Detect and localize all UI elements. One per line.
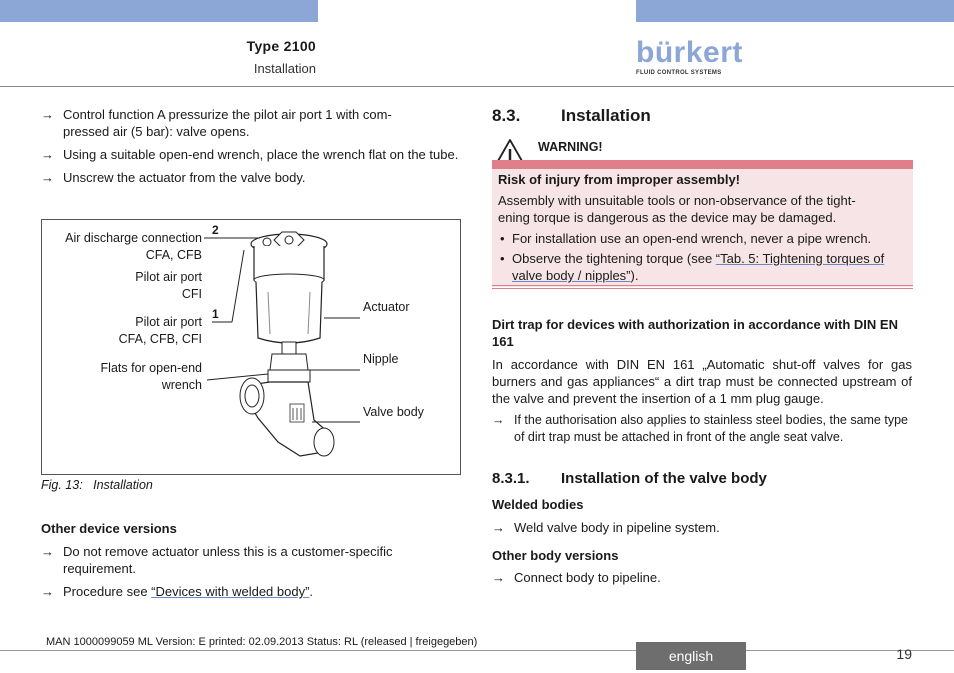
label-actuator: Actuator [363, 300, 410, 314]
logo-tagline: FLUID CONTROL SYSTEMS [636, 70, 722, 76]
label-valve-body: Valve body [363, 405, 424, 419]
footer-divider [0, 650, 954, 651]
step-text-prefix: Procedure see [63, 584, 152, 599]
step-item [41, 169, 461, 186]
warning-bar [492, 160, 913, 169]
port-number-1: 1 [212, 307, 219, 321]
step-text: Control function A pressurize the pilot air port 1 with com- pressed air (5 bar): valve opens. [63, 107, 392, 139]
other-body-steps [492, 569, 912, 592]
step-item [41, 543, 461, 577]
welded-steps [492, 519, 912, 542]
arrow-icon: → [41, 170, 54, 185]
arrow-icon: → [492, 520, 505, 535]
arrow-icon: → [41, 544, 54, 559]
removal-steps [41, 106, 461, 192]
page-number: 19 [896, 646, 912, 662]
subsection-number: 8.3.1. [492, 470, 530, 487]
port-number-2: 2 [212, 223, 219, 237]
other-body-versions-heading: Other body versions [492, 548, 619, 563]
step-text: Weld valve body in pipeline system. [514, 520, 720, 535]
other-device-versions-heading: Other device versions [41, 521, 177, 536]
label-nipple: Nipple [363, 352, 399, 366]
dirt-trap-heading: Dirt trap for devices with authorization in accordance with DIN EN 161 [492, 317, 898, 349]
dirt-trap-steps [492, 412, 912, 452]
burkert-logo [636, 36, 743, 76]
label-flats-wrench: Flats for open-end wrench [100, 361, 202, 392]
arrow-icon: → [492, 570, 505, 585]
tightening-torques-link[interactable]: “Tab. 5: Tightening torques of valve body / nipples” [512, 251, 885, 283]
welded-bodies-heading: Welded bodies [492, 497, 584, 512]
warning-headline: Risk of injury from improper assembly! [498, 172, 741, 187]
step-item [492, 569, 912, 586]
section-title: Installation [561, 106, 651, 125]
step-text: Connect body to pipeline. [514, 570, 661, 585]
warning-bottom-rule [492, 285, 913, 289]
logo-wordmark: bürkert [636, 36, 743, 69]
warning-bullet-prefix: Observe the tightening torque (see [512, 251, 716, 266]
header-bar-left [0, 0, 318, 22]
header-bar-right [636, 0, 954, 22]
step-item [41, 146, 461, 163]
step-text: Unscrew the actuator from the valve body. [63, 170, 306, 185]
warning-bullet-text: For installation use an open-end wrench, never a pipe wrench. [512, 231, 872, 246]
warning-bullet-suffix: ). [630, 268, 639, 283]
warning-bullet [498, 230, 907, 247]
warning-text: Assembly with unsuitable tools or non-observance of the tight- ening torque is dangerous as the device may be damaged. [498, 193, 856, 225]
step-text-suffix: . [309, 584, 314, 599]
step-item [41, 583, 461, 600]
label-pilot-air-port-cfa: Pilot air port CFA, CFB, CFI [118, 315, 202, 346]
warning-bullet [498, 250, 907, 284]
step-item [41, 106, 461, 140]
figure-caption: Fig. 13: Installation [41, 478, 153, 492]
warning-title: WARNING! [538, 140, 603, 154]
welded-body-link[interactable]: “Devices with welded body” [151, 584, 310, 599]
document-type-title: Type 2100 [246, 38, 316, 54]
step-text: Using a suitable open-end wrench, place the wrench flat on the tube. [63, 147, 459, 162]
step-text: Do not remove actuator unless this is a customer-specific requirement. [63, 544, 393, 576]
subsection-title: Installation of the valve body [561, 470, 767, 487]
label-pilot-air-port-cfi: Pilot air port CFI [135, 270, 202, 301]
dirt-trap-text: In accordance with DIN EN 161 „Automatic shut-off valves for gas burners and gas appliances“ a dirt trap must be connected upstream of the valve and prevent the insertion of a 1 mm plug gauge. [492, 357, 912, 406]
arrow-icon: → [41, 584, 54, 599]
installation-figure [41, 219, 461, 475]
footer-document-info: MAN 1000099059 ML Version: E printed: 02.09.2013 Status: RL (released | freigegeben) [46, 636, 478, 648]
arrow-icon: → [41, 147, 54, 162]
document-section-label: Installation [253, 61, 316, 76]
footer-language-label: english [636, 642, 746, 670]
arrow-icon: → [41, 107, 54, 122]
arrow-icon: → [492, 413, 505, 427]
label-air-discharge: Air discharge connection CFA, CFB [65, 231, 202, 262]
step-item [492, 412, 912, 446]
warning-box [492, 169, 913, 287]
other-device-steps [41, 543, 461, 606]
step-item [492, 519, 912, 536]
header-divider [0, 86, 954, 87]
section-number: 8.3. [492, 106, 521, 125]
step-text: If the authorisation also applies to stainless steel bodies, the same type of dirt trap must be attached in front of the angle seat valve. [514, 413, 908, 444]
